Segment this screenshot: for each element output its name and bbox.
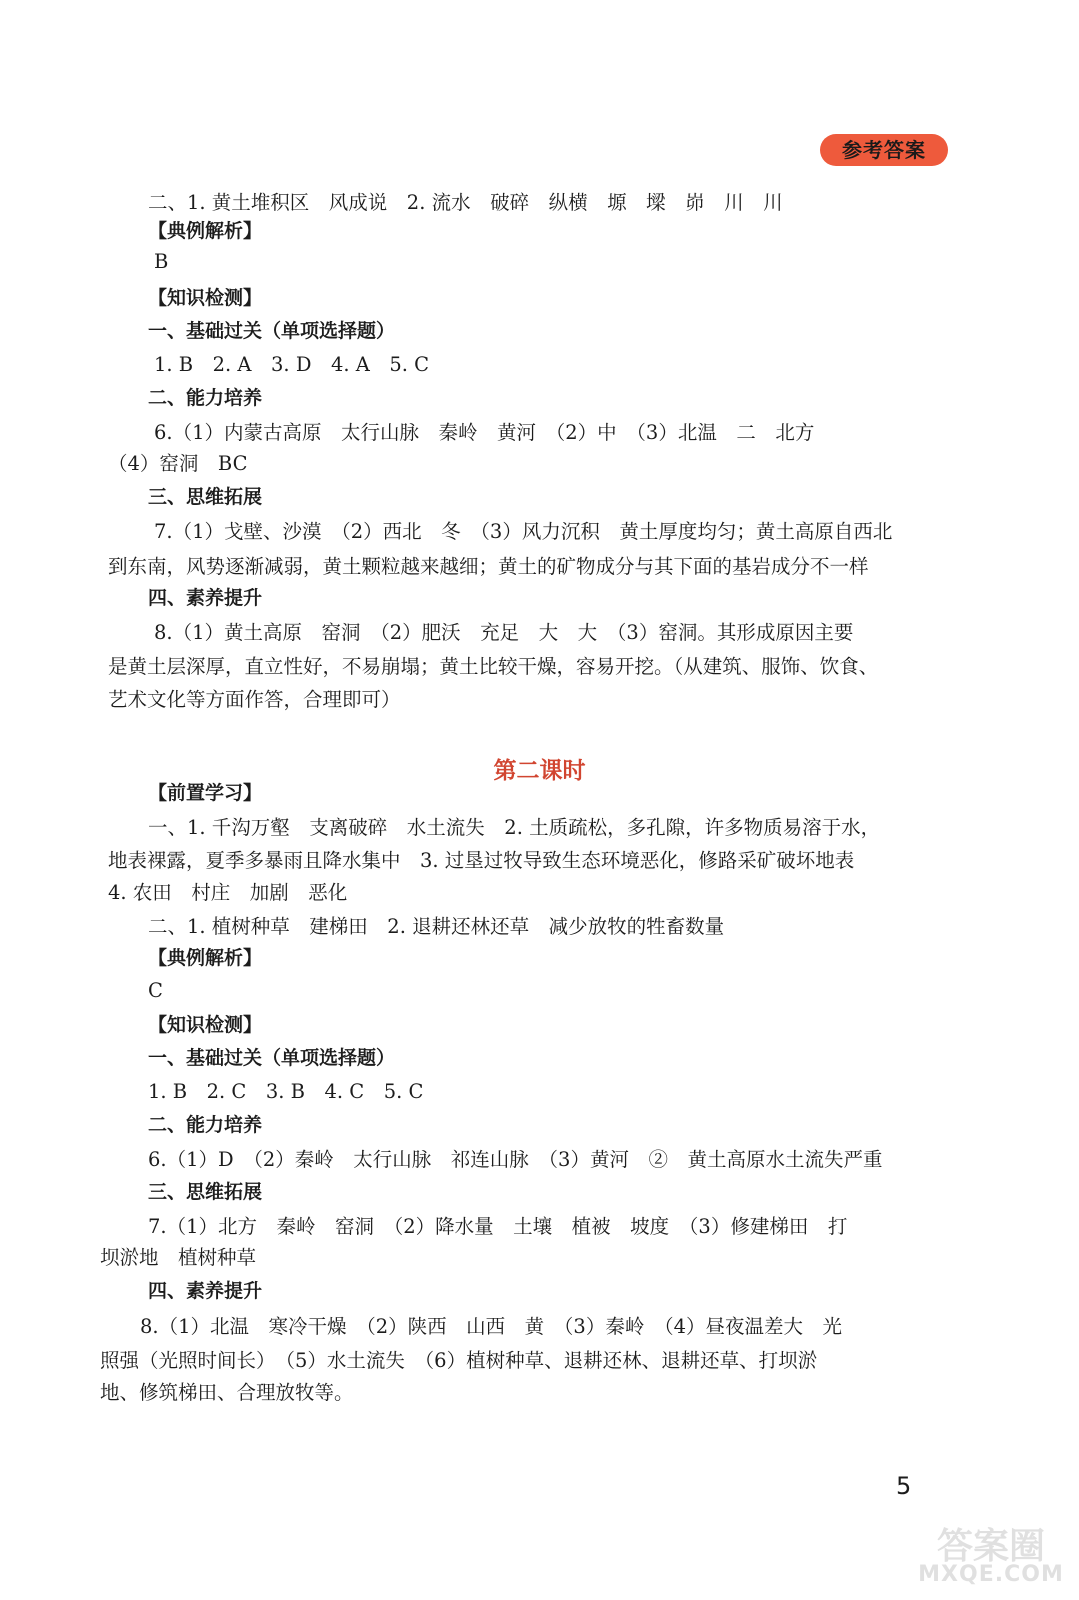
subsection-heading: 三、思维拓展	[148, 486, 263, 508]
answer-line: B	[154, 250, 169, 273]
answer-line: 7.（1）戈壁、沙漠 （2）西北 冬 （3）风力沉积 黄土厚度均匀；黄土高原自西北	[154, 520, 893, 543]
answer-line: 照强（光照时间长） （5）水土流失 （6）植树种草、退耕还林、退耕还草、打坝淤	[100, 1349, 818, 1372]
subsection-heading: 四、素养提升	[148, 587, 263, 609]
answer-line: 艺术文化等方面作答，合理即可）	[108, 688, 401, 711]
answer-line: 坝淤地 植树种草	[100, 1246, 257, 1269]
answer-key-badge: 参考答案	[820, 134, 948, 166]
answer-line: 4. 农田 村庄 加剧 恶化	[108, 881, 348, 904]
answer-line: 二、1. 植树种草 建梯田 2. 退耕还林还草 减少放牧的牲畜数量	[148, 915, 725, 938]
page-number: 5	[896, 1472, 912, 1500]
subsection-heading: 一、基础过关（单项选择题）	[148, 320, 396, 342]
answer-line: 1. B 2. A 3. D 4. A 5. C	[154, 353, 430, 376]
section-heading: 【前置学习】	[148, 782, 263, 804]
subsection-heading: 一、基础过关（单项选择题）	[148, 1047, 396, 1069]
answer-line: 6.（1）内蒙古高原 太行山脉 秦岭 黄河 （2）中 （3）北温 二 北方	[154, 421, 815, 444]
answer-line: 到东南，风势逐渐减弱，黄土颗粒越来越细；黄土的矿物成分与其下面的基岩成分不一样	[108, 555, 869, 578]
watermark	[916, 1518, 1066, 1594]
answer-line: 6.（1）D （2）秦岭 太行山脉 祁连山脉 （3）黄河 ② 黄土高原水土流失严重	[148, 1148, 883, 1171]
subsection-heading: 四、素养提升	[148, 1280, 263, 1302]
subsection-heading: 二、能力培养	[148, 1114, 263, 1136]
answer-line: 是黄土层深厚，直立性好，不易崩塌；黄土比较干燥，容易开挖。（从建筑、服饰、饮食、	[108, 655, 879, 678]
lesson-title: 第二课时	[493, 758, 586, 784]
answer-line: 8.（1）黄土高原 窑洞 （2）肥沃 充足 大 大 （3）窑洞。其形成原因主要	[154, 621, 854, 644]
answer-line: 一、1. 千沟万壑 支离破碎 水土流失 2. 土质疏松，多孔隙，许多物质易溶于水，	[148, 816, 881, 839]
section-heading: 【知识检测】	[148, 1014, 263, 1036]
answer-line: C	[148, 979, 163, 1002]
answer-line: 1. B 2. C 3. B 4. C 5. C	[148, 1080, 424, 1103]
answer-line: 地、修筑梯田、合理放牧等。	[100, 1381, 354, 1404]
section-heading: 【知识检测】	[148, 287, 263, 309]
answer-line: 8.（1）北温 寒冷干燥 （2）陕西 山西 黄 （3）秦岭 （4）昼夜温差大 光	[140, 1315, 842, 1338]
section-heading: 【典例解析】	[148, 947, 263, 969]
subsection-heading: 三、思维拓展	[148, 1181, 263, 1203]
subsection-heading: 二、能力培养	[148, 387, 263, 409]
answer-line: 二、1. 黄土堆积区 风成说 2. 流水 破碎 纵横 塬 墚 峁 川 川	[148, 191, 783, 214]
watermark-logo-text: 答案圈	[936, 1526, 1045, 1567]
answer-line: （4）窑洞 BC	[108, 452, 248, 475]
answer-line: 地表裸露，夏季多暴雨且降水集中 3. 过垦过牧导致生态环境恶化，修路采矿破坏地表	[108, 849, 855, 872]
answer-line: 7.（1）北方 秦岭 窑洞 （2）降水量 土壤 植被 坡度 （3）修建梯田 打	[148, 1215, 848, 1238]
section-heading: 【典例解析】	[148, 220, 263, 242]
watermark-url: MXQE.COM	[918, 1562, 1064, 1587]
